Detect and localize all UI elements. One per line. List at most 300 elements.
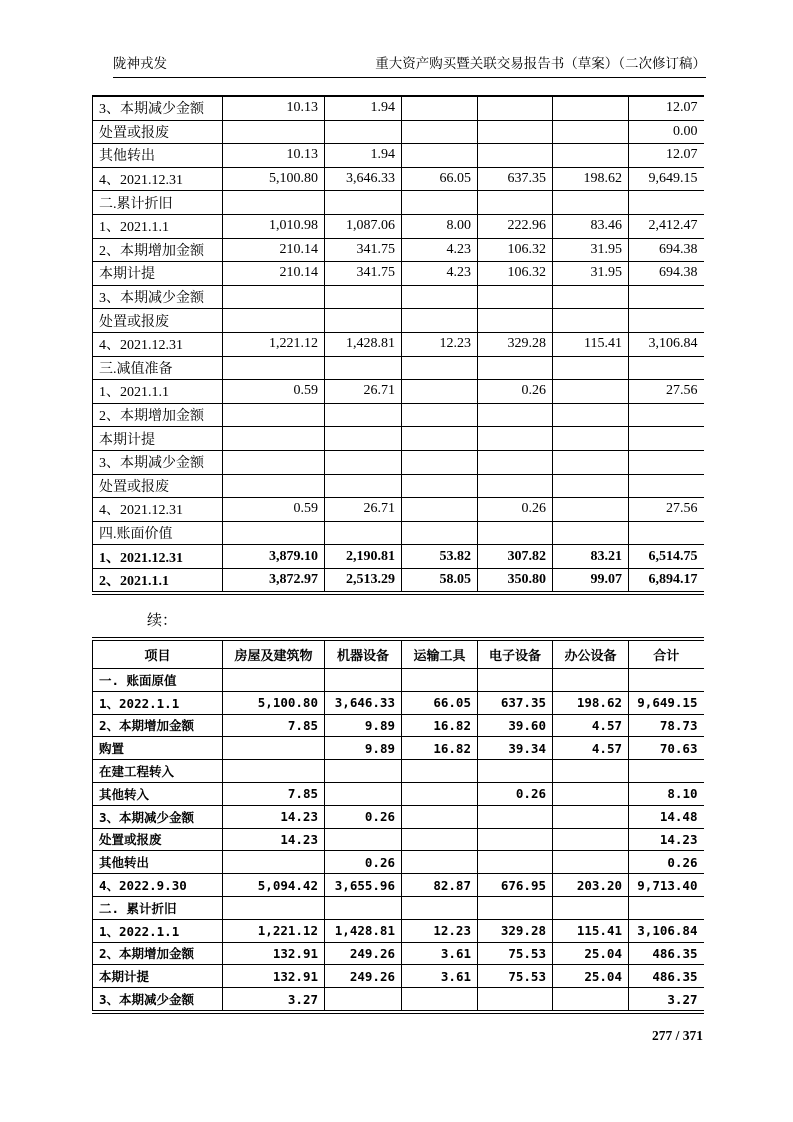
cell-value: 106.32 [478,262,553,286]
cell-value [629,403,704,427]
row-label: 二. 累计折旧 [93,896,223,919]
cell-value: 3,646.33 [325,167,402,191]
cell-value [402,356,478,380]
cell-value: 3.27 [223,988,325,1012]
cell-value: 12.23 [402,332,478,356]
page-number: 277 / 371 [651,1028,703,1043]
table-row [93,427,704,451]
cell-value [223,737,325,760]
cell-value: 16.82 [402,737,478,760]
table-row [93,144,704,168]
cell-value: 0.26 [629,851,704,874]
cell-value: 1,428.81 [325,919,402,942]
cell-value [478,403,553,427]
table-row [93,874,704,897]
row-label: 3、本期减少金额 [93,285,223,309]
cell-value [553,450,629,474]
cell-value: 115.41 [553,332,629,356]
cell-value: 1,221.12 [223,332,325,356]
cell-value [223,474,325,498]
cell-value [629,427,704,451]
cell-value: 203.20 [553,874,629,897]
cell-value: 0.00 [629,120,704,144]
cell-value [325,828,402,851]
cell-value: 2,190.81 [325,545,402,569]
cell-value: 198.62 [553,167,629,191]
cell-value: 66.05 [402,691,478,714]
cell-value: 637.35 [478,691,553,714]
cell-value [402,285,478,309]
cell-value: 75.53 [478,965,553,988]
cell-value: 39.60 [478,714,553,737]
cell-value [553,309,629,333]
cell-value [478,828,553,851]
cell-value: 6,894.17 [629,568,704,593]
cell-value [478,120,553,144]
cell-value [402,96,478,120]
cell-value [478,851,553,874]
cell-value [402,669,478,692]
cell-value: 486.35 [629,942,704,965]
table-row [93,545,704,569]
cell-value [402,896,478,919]
cell-value: 53.82 [402,545,478,569]
table-row [93,942,704,965]
cell-value: 3.27 [629,988,704,1012]
cell-value [325,450,402,474]
cell-value [478,521,553,545]
cell-value [629,760,704,783]
cell-value: 14.48 [629,805,704,828]
cell-value [402,782,478,805]
cell-value: 9,713.40 [629,874,704,897]
cell-value: 0.26 [325,805,402,828]
asset-table-2021-continued [92,95,704,595]
row-label: 3、本期减少金额 [93,805,223,828]
cell-value: 307.82 [478,545,553,569]
cell-value: 26.71 [325,498,402,522]
cell-value: 694.38 [629,262,704,286]
table-row [93,474,704,498]
table-row [93,965,704,988]
cell-value [478,896,553,919]
cell-value [478,285,553,309]
cell-value: 70.63 [629,737,704,760]
table-row [93,238,704,262]
cell-value [478,309,553,333]
column-header: 机器设备 [325,639,402,669]
cell-value: 8.00 [402,214,478,238]
cell-value: 3,655.96 [325,874,402,897]
cell-value [223,309,325,333]
row-label: 2、本期增加金额 [93,942,223,965]
cell-value [629,669,704,692]
table-row [93,760,704,783]
cell-value [223,120,325,144]
row-label: 1、2022.1.1 [93,691,223,714]
cell-value [553,669,629,692]
cell-value: 9,649.15 [629,167,704,191]
row-label: 1、2021.1.1 [93,380,223,404]
cell-value: 78.73 [629,714,704,737]
cell-value [223,403,325,427]
cell-value [478,356,553,380]
cell-value [402,828,478,851]
cell-value: 82.87 [402,874,478,897]
cell-value [402,498,478,522]
cell-value: 75.53 [478,942,553,965]
row-label: 在建工程转入 [93,760,223,783]
cell-value [478,191,553,215]
table-row [93,669,704,692]
cell-value: 5,094.42 [223,874,325,897]
cell-value [402,521,478,545]
cell-value: 3,106.84 [629,332,704,356]
column-header: 办公设备 [553,639,629,669]
cell-value [223,851,325,874]
row-label: 本期计提 [93,262,223,286]
row-label: 三.减值准备 [93,356,223,380]
cell-value: 132.91 [223,965,325,988]
cell-value: 694.38 [629,238,704,262]
cell-value: 7.85 [223,714,325,737]
cell-value [402,760,478,783]
cell-value [553,851,629,874]
table-row [93,262,704,286]
cell-value [402,427,478,451]
cell-value [325,120,402,144]
cell-value [325,191,402,215]
cell-value: 0.26 [478,380,553,404]
cell-value [478,988,553,1012]
column-header: 电子设备 [478,639,553,669]
cell-value [478,450,553,474]
table-row [93,782,704,805]
table-row [93,380,704,404]
cell-value [553,120,629,144]
cell-value: 329.28 [478,332,553,356]
cell-value: 16.82 [402,714,478,737]
table-row [93,214,704,238]
cell-value: 4.57 [553,737,629,760]
cell-value [223,285,325,309]
row-label: 本期计提 [93,427,223,451]
row-label: 2、本期增加金额 [93,403,223,427]
cell-value [629,285,704,309]
cell-value [325,427,402,451]
cell-value: 210.14 [223,262,325,286]
row-label: 四.账面价值 [93,521,223,545]
cell-value [553,96,629,120]
cell-value: 8.10 [629,782,704,805]
cell-value: 9.89 [325,737,402,760]
cell-value [629,474,704,498]
cell-value: 210.14 [223,238,325,262]
table-row [93,498,704,522]
cell-value: 25.04 [553,942,629,965]
row-label: 一. 账面原值 [93,669,223,692]
cell-value [553,427,629,451]
cell-value: 9,649.15 [629,691,704,714]
cell-value [223,760,325,783]
cell-value [553,403,629,427]
cell-value [478,144,553,168]
cell-value: 25.04 [553,965,629,988]
cell-value: 486.35 [629,965,704,988]
cell-value [325,521,402,545]
row-label: 2、本期增加金额 [93,714,223,737]
table-row [93,805,704,828]
cell-value: 1.94 [325,96,402,120]
cell-value [553,380,629,404]
row-label: 本期计提 [93,965,223,988]
cell-value: 350.80 [478,568,553,593]
row-label: 其他转入 [93,782,223,805]
cell-value [553,805,629,828]
cell-value: 115.41 [553,919,629,942]
cell-value [325,474,402,498]
cell-value [629,521,704,545]
cell-value [402,120,478,144]
table-row [93,988,704,1012]
cell-value [325,988,402,1012]
cell-value [478,96,553,120]
cell-value: 5,100.80 [223,691,325,714]
cell-value [223,450,325,474]
cell-value: 132.91 [223,942,325,965]
row-label: 4、2021.12.31 [93,167,223,191]
cell-value: 14.23 [629,828,704,851]
cell-value: 99.07 [553,568,629,593]
cell-value: 1,087.06 [325,214,402,238]
cell-value: 1,221.12 [223,919,325,942]
cell-value: 14.23 [223,828,325,851]
cell-value [478,669,553,692]
cell-value [553,474,629,498]
cell-value [629,356,704,380]
cell-value: 2,513.29 [325,568,402,593]
row-label: 3、本期减少金额 [93,988,223,1012]
cell-value [629,896,704,919]
cell-value [402,851,478,874]
cell-value [223,427,325,451]
row-label: 处置或报废 [93,474,223,498]
cell-value [402,403,478,427]
table-row [93,120,704,144]
cell-value [478,805,553,828]
row-label: 处置或报废 [93,309,223,333]
table-row [93,568,704,593]
cell-value: 3.61 [402,942,478,965]
cell-value: 83.46 [553,214,629,238]
cell-value [553,356,629,380]
cell-value: 341.75 [325,262,402,286]
cell-value [553,988,629,1012]
row-label: 3、本期减少金额 [93,96,223,120]
cell-value: 6,514.75 [629,545,704,569]
cell-value: 4.23 [402,238,478,262]
cell-value: 1,010.98 [223,214,325,238]
cell-value [223,356,325,380]
cell-value [629,450,704,474]
table-row [93,521,704,545]
cell-value: 106.32 [478,238,553,262]
cell-value [478,760,553,783]
cell-value: 341.75 [325,238,402,262]
cell-value [325,309,402,333]
column-header: 房屋及建筑物 [223,639,325,669]
column-header: 合计 [629,639,704,669]
cell-value [402,191,478,215]
row-label: 1、2021.12.31 [93,545,223,569]
cell-value: 1.94 [325,144,402,168]
table-row [93,96,704,120]
cell-value: 31.95 [553,262,629,286]
cell-value: 83.21 [553,545,629,569]
table-row [93,356,704,380]
cell-value [553,896,629,919]
table-row [93,714,704,737]
cell-value: 66.05 [402,167,478,191]
table-row [93,403,704,427]
row-label: 1、2022.1.1 [93,919,223,942]
cell-value [325,782,402,805]
row-label: 其他转出 [93,144,223,168]
cell-value: 0.26 [478,782,553,805]
header-company-name: 陇神戎发 [113,56,167,71]
cell-value: 3,106.84 [629,919,704,942]
cell-value: 198.62 [553,691,629,714]
cell-value [325,285,402,309]
document-header [113,52,706,78]
table-row [93,167,704,191]
cell-value [553,191,629,215]
cell-value [553,521,629,545]
row-label: 2、本期增加金额 [93,238,223,262]
cell-value [478,427,553,451]
cell-value: 222.96 [478,214,553,238]
cell-value [553,144,629,168]
cell-value: 7.85 [223,782,325,805]
cell-value: 4.57 [553,714,629,737]
cell-value [478,474,553,498]
cell-value: 0.59 [223,380,325,404]
cell-value [402,474,478,498]
table-row [93,919,704,942]
column-header: 项目 [93,639,223,669]
row-label: 4、2022.9.30 [93,874,223,897]
cell-value [553,782,629,805]
asset-table-2022 [92,637,704,1014]
table-row [93,285,704,309]
table-row [93,896,704,919]
cell-value: 0.59 [223,498,325,522]
table-row [93,309,704,333]
table-header-row [93,639,704,669]
row-label: 处置或报废 [93,120,223,144]
cell-value [223,521,325,545]
cell-value [325,760,402,783]
table-row [93,737,704,760]
cell-value: 26.71 [325,380,402,404]
cell-value [553,498,629,522]
row-label: 3、本期减少金额 [93,450,223,474]
cell-value [402,380,478,404]
cell-value [402,309,478,333]
cell-value [553,828,629,851]
cell-value [325,356,402,380]
cell-value: 0.26 [325,851,402,874]
table-row [93,691,704,714]
continued-label: 续： [147,613,178,629]
cell-value: 329.28 [478,919,553,942]
cell-value [629,191,704,215]
row-label: 4、2021.12.31 [93,498,223,522]
row-label: 1、2021.1.1 [93,214,223,238]
cell-value [223,191,325,215]
row-label: 2、2021.1.1 [93,568,223,593]
cell-value [402,805,478,828]
column-header: 运输工具 [402,639,478,669]
cell-value: 39.34 [478,737,553,760]
cell-value [402,988,478,1012]
cell-value: 2,412.47 [629,214,704,238]
cell-value: 14.23 [223,805,325,828]
cell-value: 3,646.33 [325,691,402,714]
cell-value: 27.56 [629,380,704,404]
cell-value [325,403,402,427]
cell-value [223,669,325,692]
cell-value: 637.35 [478,167,553,191]
cell-value: 1,428.81 [325,332,402,356]
row-label: 处置或报废 [93,828,223,851]
cell-value: 27.56 [629,498,704,522]
cell-value: 31.95 [553,238,629,262]
row-label: 其他转出 [93,851,223,874]
row-label: 4、2021.12.31 [93,332,223,356]
cell-value [402,450,478,474]
cell-value: 10.13 [223,96,325,120]
cell-value [629,309,704,333]
cell-value: 676.95 [478,874,553,897]
header-report-title: 重大资产购买暨关联交易报告书（草案）（二次修订稿） [375,56,706,71]
table-row [93,450,704,474]
table-row [93,191,704,215]
cell-value: 249.26 [325,942,402,965]
cell-value: 12.07 [629,144,704,168]
cell-value: 3.61 [402,965,478,988]
cell-value: 249.26 [325,965,402,988]
cell-value: 0.26 [478,498,553,522]
row-label: 二.累计折旧 [93,191,223,215]
cell-value [553,760,629,783]
cell-value [325,896,402,919]
cell-value: 3,872.97 [223,568,325,593]
table-row [93,828,704,851]
table-row [93,332,704,356]
cell-value [223,896,325,919]
cell-value: 10.13 [223,144,325,168]
cell-value [553,285,629,309]
cell-value: 58.05 [402,568,478,593]
cell-value [325,669,402,692]
row-label: 购置 [93,737,223,760]
cell-value: 5,100.80 [223,167,325,191]
cell-value: 9.89 [325,714,402,737]
cell-value: 3,879.10 [223,545,325,569]
cell-value [402,144,478,168]
cell-value: 4.23 [402,262,478,286]
